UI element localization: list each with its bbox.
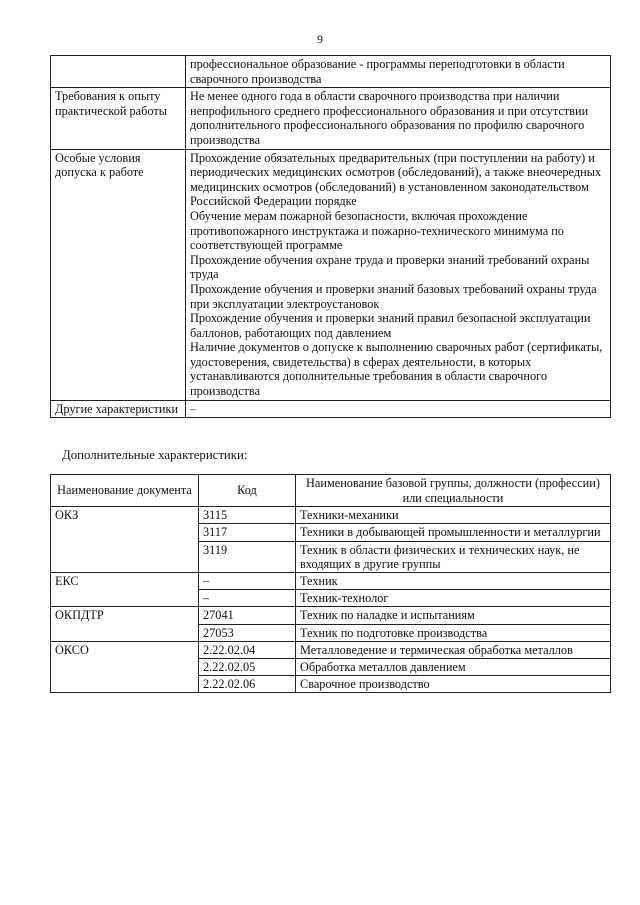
requirement-paragraph: Прохождение обучения и проверки знаний правил безопасной эксплуатации баллонов, работающих под давлением [190,311,591,340]
code-cell: 2.22.02.06 [199,676,296,693]
code-cell: – [199,573,296,590]
table-row [51,56,611,88]
header-doc-name: Наименование документа [51,475,199,507]
page-number: 9 [317,32,323,46]
group-name-cell: Техники в добывающей промышленности и металлургии [296,524,611,541]
requirement-paragraph: Не менее одного года в области сварочного производства при наличии непрофильного среднего профессионального образования и при отсутствии дополнительного профессионального образования по профилю сварочного производства [190,89,589,147]
requirement-paragraph: Обучение мерам пожарной безопасности, включая прохождение противопожарного инструктажа и пожарно-технического минимума по соответствующей программе [190,208,564,253]
requirement-paragraph: Прохождение обучения и проверки знаний базовых требований охраны труда при эксплуатации электроустановок [190,281,597,311]
requirement-value [186,88,611,149]
extra-characteristics-title: Дополнительные характеристики: [62,448,248,462]
table-row [51,641,611,658]
requirement-label: Особые условия допуска к работе [51,149,186,400]
requirement-value [186,56,611,88]
requirement-paragraph: Прохождение обучения охране труда и проверки знаний требований охраны труда [190,252,590,282]
code-cell: – [199,590,296,607]
header-group-name: Наименование базовой группы, должности (профессии) или специальности [296,475,611,507]
group-name-cell: Обработка металлов давлением [296,659,611,676]
group-name-cell: Техник-технолог [296,590,611,607]
code-cell: 27041 [199,607,296,624]
table-row [51,607,611,624]
code-cell: 3119 [199,541,296,572]
requirement-label: Другие характеристики [51,400,186,418]
code-cell: 2.22.02.04 [199,641,296,658]
table-row [51,400,611,418]
requirement-paragraph: – [190,401,197,416]
group-name-cell: Техник в области физических и технических наук, не входящих в другие группы [296,541,611,572]
doc-name-cell: ОКЗ [51,507,199,573]
doc-name-cell: ЕКС [51,573,199,607]
table-row [51,88,611,149]
code-cell: 3117 [199,524,296,541]
table-row [51,507,611,524]
code-cell: 3115 [199,507,296,524]
requirement-paragraph: профессиональное образование - программы переподготовки в области сварочного производства [190,57,565,86]
extra-characteristics-table [50,474,611,693]
requirement-paragraph: Прохождение обязательных предварительных (при поступлении на работу) и периодических медицинских осмотров (обследований), а также внеочередных медицинских осмотров (обследований) в установленном законодательством Российской Федерации порядке [190,150,602,209]
requirements-table [50,55,611,418]
table-row [51,149,611,400]
requirement-paragraph: Наличие документов о допуске к выполнению сварочных работ (сертификаты, удостоверения, свидетельства) в сферах деятельности, в которых устанавливаются дополнительные требования в области сварочного производства [190,340,603,399]
group-name-cell: Металловедение и термическая обработка металлов [296,641,611,658]
table-row [51,573,611,590]
doc-name-cell: ОКСО [51,641,199,693]
group-name-cell: Техник [296,573,611,590]
code-cell: 27053 [199,624,296,641]
header-code: Код [199,475,296,507]
requirement-label [51,56,186,88]
requirement-value [186,400,611,418]
group-name-cell: Техник по подготовке производства [296,624,611,641]
requirement-label: Требования к опыту практической работы [51,88,186,149]
group-name-cell: Техники-механики [296,507,611,524]
table-header-row [51,475,611,507]
code-cell: 2.22.02.05 [199,659,296,676]
group-name-cell: Техник по наладке и испытаниям [296,607,611,624]
doc-name-cell: ОКПДТР [51,607,199,641]
group-name-cell: Сварочное производство [296,676,611,693]
requirement-value [186,149,611,400]
